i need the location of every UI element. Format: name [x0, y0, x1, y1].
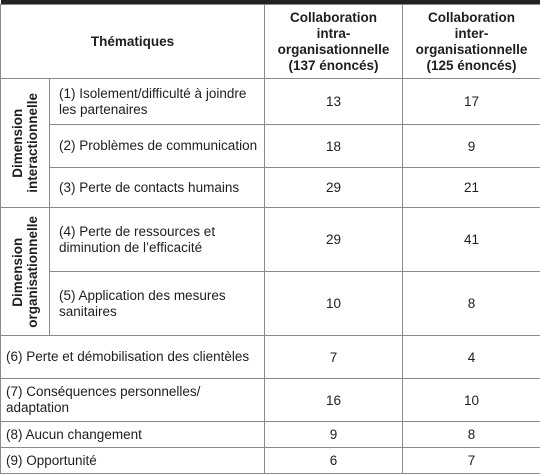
- value-intra: 10: [265, 272, 403, 336]
- row-label: (8) Aucun changement: [1, 422, 265, 448]
- table-row: [1, 79, 540, 125]
- row-label: (6) Perte et démobilisation des clientèles: [1, 336, 265, 379]
- table-row: [1, 208, 540, 272]
- table-row: [1, 448, 540, 474]
- table-row: [1, 422, 540, 448]
- header-collaboration-inter: Collaboration inter- organisationnelle (125 énoncés): [403, 5, 540, 79]
- value-inter: 4: [403, 336, 540, 379]
- row-label: (3) Perte de contacts humains: [50, 168, 265, 208]
- value-inter: 9: [403, 125, 540, 168]
- value-inter: 10: [403, 379, 540, 422]
- table-header-row: [1, 5, 540, 79]
- row-label: (9) Opportunité: [1, 448, 265, 474]
- value-intra: 6: [265, 448, 403, 474]
- table-row: [1, 168, 540, 208]
- table-row: [1, 272, 540, 336]
- row-label: (2) Problèmes de communication: [50, 125, 265, 168]
- header-collaboration-intra: Collaboration intra- organisationnelle (137 énoncés): [265, 5, 403, 79]
- value-intra: 29: [265, 208, 403, 272]
- value-intra: 7: [265, 336, 403, 379]
- value-intra: 9: [265, 422, 403, 448]
- value-intra: 18: [265, 125, 403, 168]
- table-row: [1, 125, 540, 168]
- dimension-interactionnelle-label: Dimension interactionnelle: [1, 79, 50, 208]
- value-inter: 21: [403, 168, 540, 208]
- table-row: [1, 336, 540, 379]
- value-inter: 8: [403, 422, 540, 448]
- row-label: (1) Isolement/difficulté à joindre les partenaires: [50, 79, 265, 125]
- dimension-organisationnelle-label: Dimension organisationnelle: [1, 208, 50, 336]
- value-inter: 17: [403, 79, 540, 125]
- row-label: (7) Conséquences personnelles/ adaptation: [1, 379, 265, 422]
- header-thematiques: Thématiques: [1, 5, 265, 79]
- value-intra: 29: [265, 168, 403, 208]
- value-inter: 41: [403, 208, 540, 272]
- value-intra: 13: [265, 79, 403, 125]
- value-inter: 7: [403, 448, 540, 474]
- row-label: (4) Perte de ressources et diminution de l’efficacité: [50, 208, 265, 272]
- value-intra: 16: [265, 379, 403, 422]
- table-row: [1, 379, 540, 422]
- value-inter: 8: [403, 272, 540, 336]
- row-label: (5) Application des mesures sanitaires: [50, 272, 265, 336]
